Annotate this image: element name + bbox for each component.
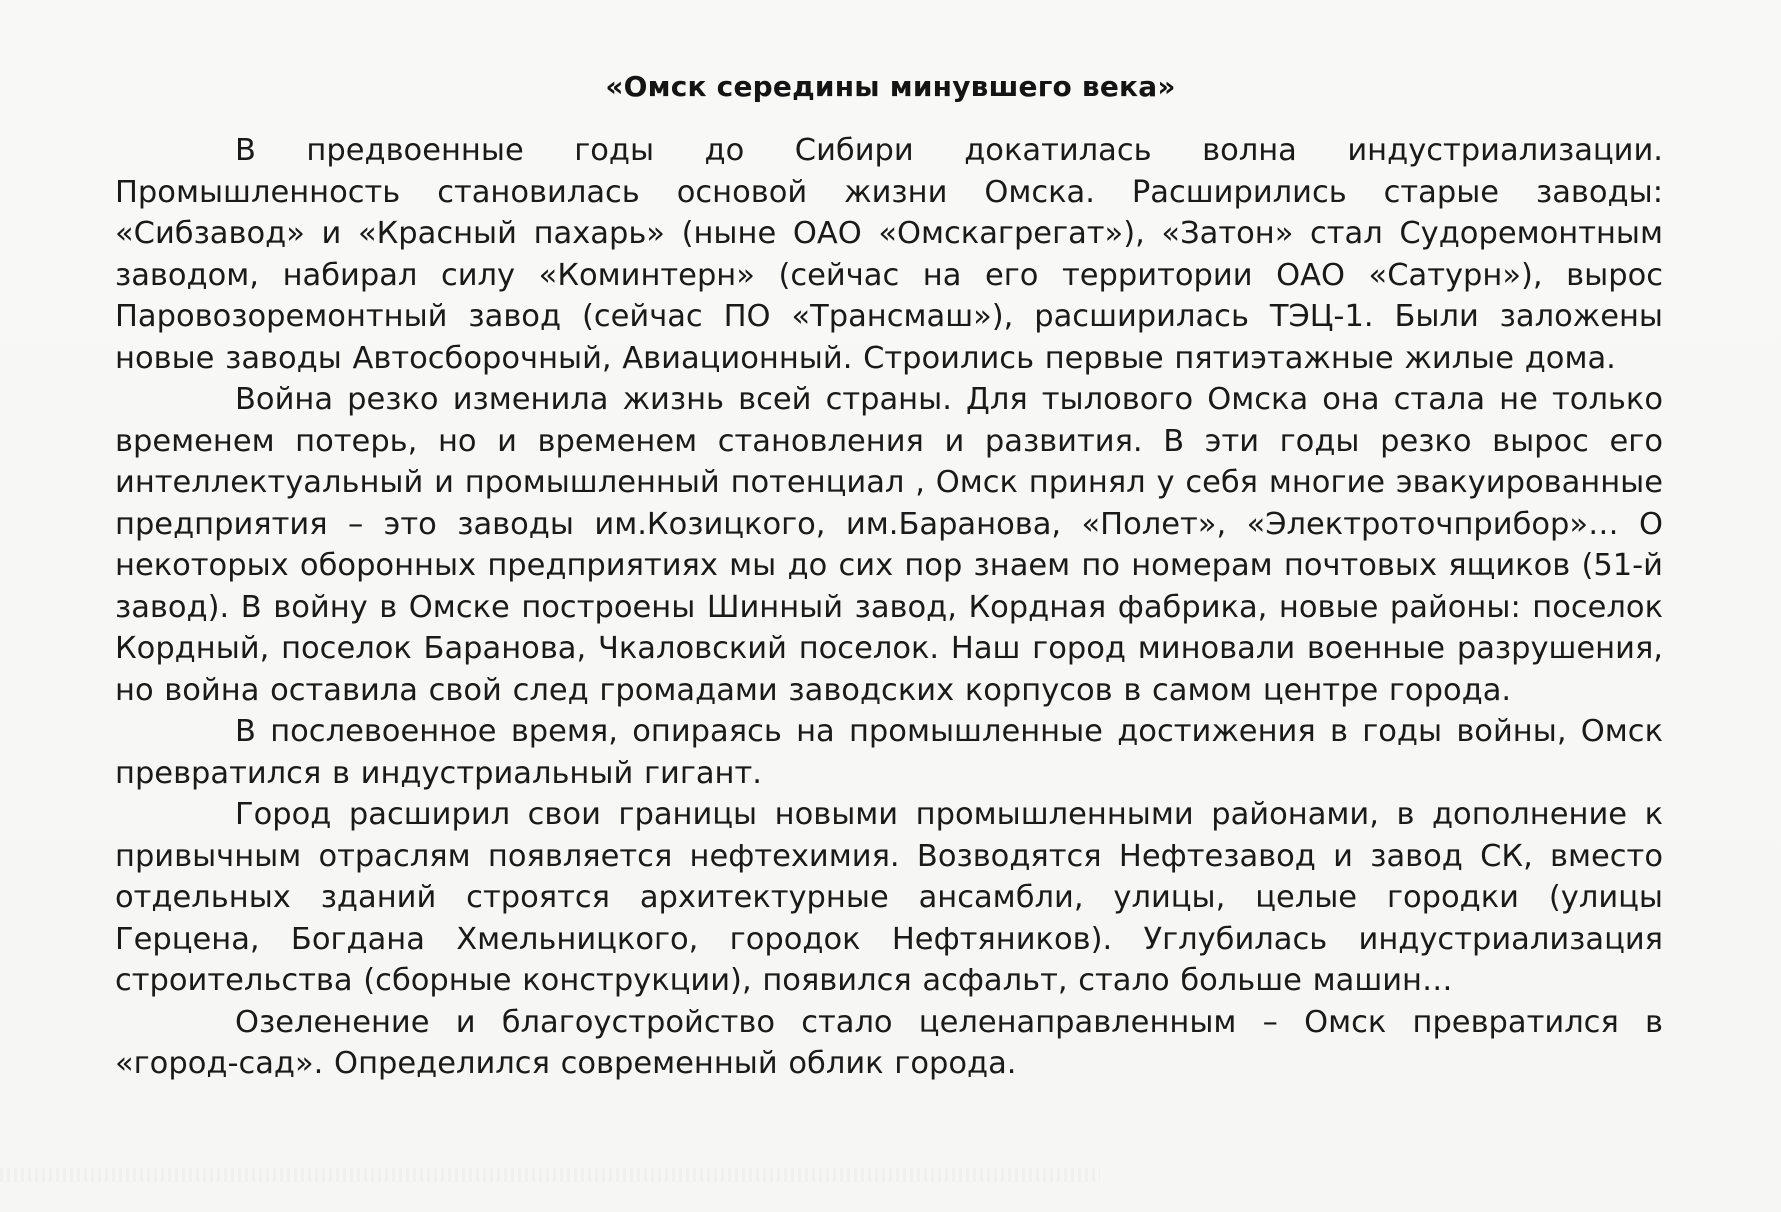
scan-artifact-strip [0, 1168, 1100, 1182]
document-body [115, 130, 1663, 1085]
paragraph-city-expansion: Город расширил свои границы новыми промышленными районами, в дополнение к привычным отраслям появляется нефтехимия. Возводятся Нефтезавод и завод СК, вместо отдельных зданий строятся архитектурные ансамбли, улицы, целые городки (улицы Герцена, Богдана Хмельницкого, городок Нефтяников). Углубилась индустриализация строительства (сборные конструкции), появился асфальт, стало больше машин… [115, 797, 1663, 998]
document-title: «Омск середины минувшего века» [605, 70, 1176, 103]
paragraph-postwar: В послевоенное время, опираясь на промышленные достижения в годы войны, Омск превратился в индустриальный гигант. [115, 714, 1663, 791]
paragraph-greening: Озеленение и благоустройство стало целенаправленным – Омск превратился в «город-сад». Определился современный облик города. [115, 1004, 1663, 1081]
paragraph-prewar-industrialization: В предвоенные годы до Сибири докатилась волна индустриализации. Промышленность становилась основой жизни Омска. Расширились старые заводы: «Сибзавод» и «Красный пахарь» (ныне ОАО «Омскагрегат»), «Затон» стал Судоремонтным заводом, набирал силу «Коминтерн» (сейчас на его территории ОАО «Сатурн»), вырос Паровозоремонтный завод (сейчас ПО «Трансмаш»), расширилась ТЭЦ-1. Были заложены новые заводы Автосборочный, Авиационный. Строились первые пятиэтажные жилые дома. [115, 133, 1663, 376]
paragraph-war-years: Война резко изменила жизнь всей страны. Для тылового Омска она стала не только временем потерь, но и временем становления и развития. В эти годы резко вырос его интеллектуальный и промышленный потенциал , Омск принял у себя многие эвакуированные предприятия – это заводы им.Козицкого, им.Баранова, «Полет», «Электроточприбор»… О некоторых оборонных предприятиях мы до сих пор знаем по номерам почтовых ящиков (51-й завод). В войну в Омске построены Шинный завод, Кордная фабрика, новые районы: поселок Кордный, поселок Баранова, Чкаловский поселок. Наш город миновали военные разрушения, но война оставила свой след громадами заводских корпусов в самом центре города. [115, 382, 1663, 708]
